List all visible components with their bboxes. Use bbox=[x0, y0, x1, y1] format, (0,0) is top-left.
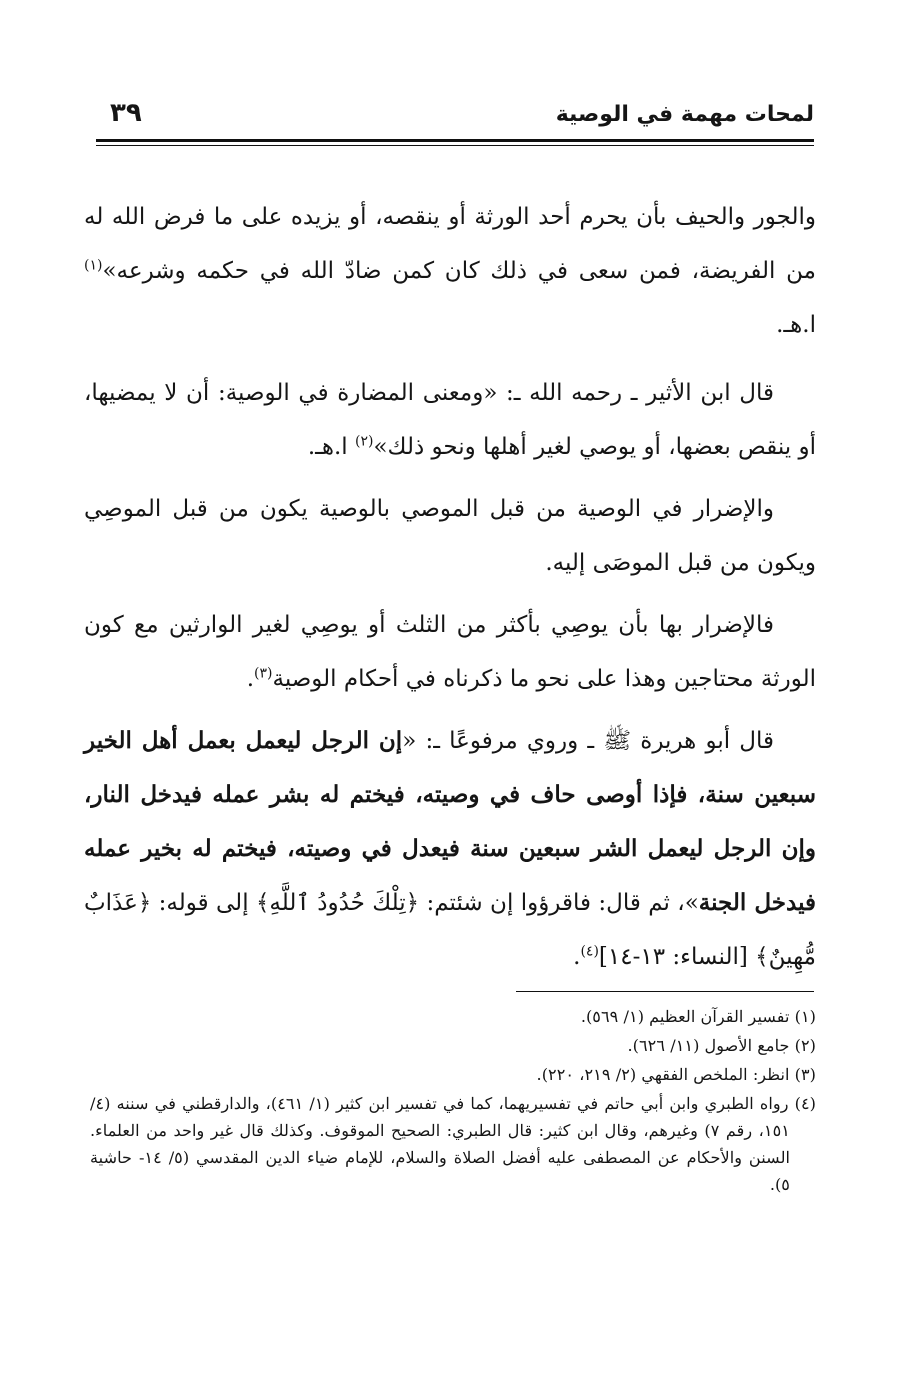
footnote-separator bbox=[516, 991, 814, 992]
main-text bbox=[84, 190, 816, 998]
paragraph-intro: قال أبو هريرة ﷺ ـ وروي مرفوعًا ـ: « bbox=[402, 728, 775, 754]
paragraph-text: فالإضرار بها بأن يوصِي بأكثر من الثلث أو يوصِي لغير الوارثين مع كون الورثة محتاجين وهذا على نحو ما ذكرناه في أحكام الوصية bbox=[84, 612, 816, 692]
header-rule-thin bbox=[96, 145, 814, 146]
footnote-2: (٢) جامع الأصول (١١/ ٦٢٦). bbox=[627, 1036, 816, 1055]
paragraph-tail: ا.هـ. bbox=[776, 312, 816, 338]
paragraph-text: قال ابن الأثير ـ رحمه الله ـ: «ومعنى المضارة في الوصية: أن لا يمضيها، أو ينقص بعضها، أو يوصي لغير أهلها ونحو ذلك» bbox=[84, 380, 816, 460]
footnote-3: (٣) انظر: الملخص الفقهي (٢/ ٢١٩، ٢٢٠). bbox=[536, 1065, 816, 1084]
running-title: لمحات مهمة في الوصية bbox=[555, 102, 814, 127]
paragraph-2 bbox=[84, 366, 816, 474]
paragraph-text: والإضرار في الوصية من قبل الموصي بالوصية يكون من قبل الموصِي ويكون من قبل الموصَى إليه. bbox=[84, 496, 816, 576]
paragraph-5 bbox=[84, 714, 816, 984]
paragraph-1 bbox=[84, 190, 816, 352]
page-header bbox=[96, 96, 814, 136]
footnote-ref-3: (٣) bbox=[254, 665, 273, 682]
paragraph-3 bbox=[84, 482, 816, 590]
paragraph-tail: ا.هـ. bbox=[307, 434, 356, 460]
paragraph-4 bbox=[84, 598, 816, 706]
paragraph-after: »، ثم قال: فاقرؤوا إن شئتم: ﴿تِلْكَ حُدُودُ ٱللَّهِ﴾ إلى قوله: ﴿عَذَابٌ مُّهِينٌ﴾ [النساء: ١٣-١٤] bbox=[84, 890, 816, 970]
paragraph-tail: . bbox=[246, 666, 255, 692]
header-rule-thick bbox=[96, 139, 814, 142]
page-number: ٣٩ bbox=[110, 98, 142, 128]
footnotes bbox=[90, 1003, 816, 1200]
footnote-1: (١) تفسير القرآن العظيم (١/ ٥٦٩). bbox=[580, 1007, 816, 1026]
footnote-ref-2: (٢) bbox=[355, 433, 374, 450]
paragraph-tail: . bbox=[573, 944, 581, 970]
footnote-ref-1: (١) bbox=[84, 257, 103, 274]
footnote-4: (٤) رواه الطبري وابن أبي حاتم في تفسيريهما، كما في تفسير ابن كثير (١/ ٤٦١)، والدارقطني في سننه (٤/ ١٥١، رقم ٧) وغيرهم، وقال ابن كثير: قال الطبري: الصحيح الموقوف. وكذلك قال غير واحد من العلماء. السنن والأحكام عن المصطفى عليه أفضل الصلاة والسلام، للإمام ضياء الدين المقدسي (٥/ ١٤- حاشية ٥). bbox=[90, 1094, 816, 1194]
hadith-text: إن الرجل ليعمل بعمل أهل الخير سبعين سنة، فإذا أوصى حاف في وصيته، فيختم له بشر عمله فيدخل النار، وإن الرجل ليعمل الشر سبعين سنة فيعدل في وصيته، فيختم له بخير عمله فيدخل الجنة bbox=[84, 727, 817, 916]
paragraph-text: والجور والحيف بأن يحرم أحد الورثة أو ينقصه، أو يزيده على ما فرض الله له من الفريضة، فمن سعى في ذلك كان كمن ضادّ الله في حكمه وشرعه» bbox=[84, 204, 816, 284]
footnote-ref-4: (٤) bbox=[580, 943, 599, 960]
